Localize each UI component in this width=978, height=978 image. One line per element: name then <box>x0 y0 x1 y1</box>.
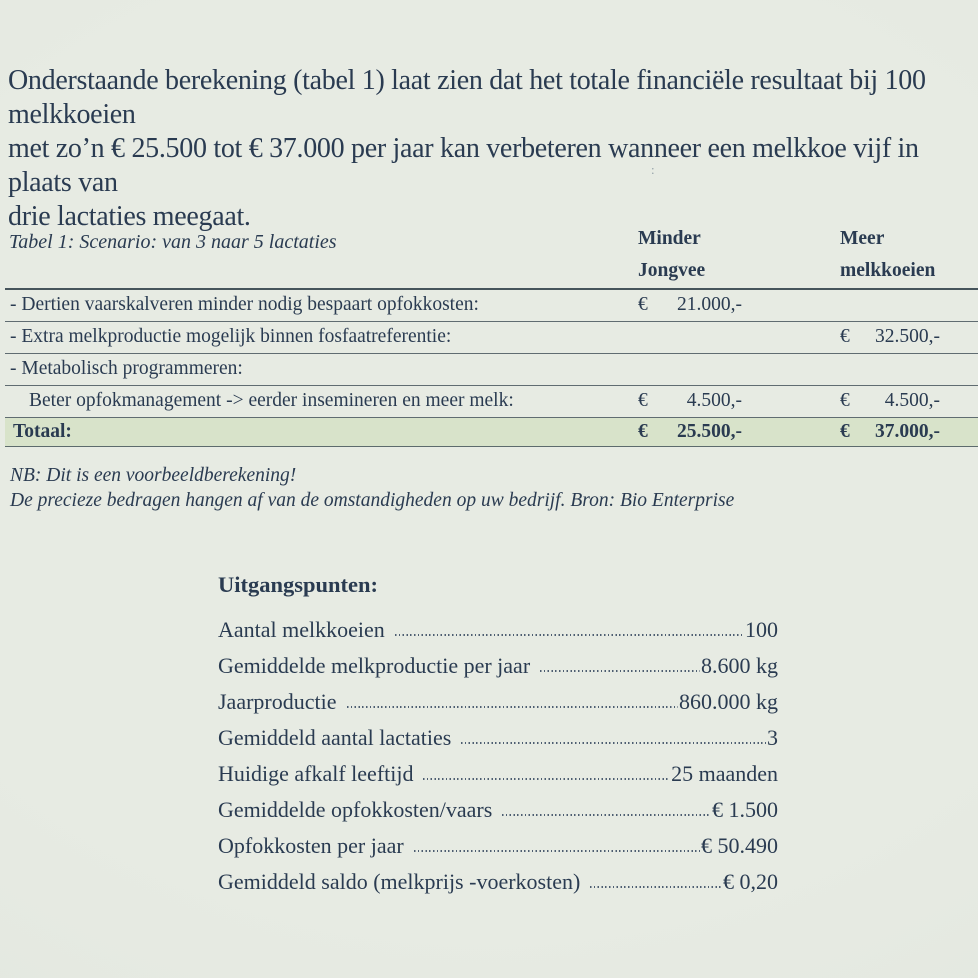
assumption-row <box>218 859 778 895</box>
assumption-row <box>218 607 778 643</box>
euro-sign-minder: € <box>638 421 648 442</box>
table-row <box>5 322 978 354</box>
footnote-line: De precieze bedragen hangen af van de omstandigheden op uw bedrijf. Bron: Bio Enterprise <box>10 490 735 511</box>
row-label: Beter opfokmanagement -> eerder insemineren en meer melk: <box>29 390 514 411</box>
table-row <box>5 354 978 386</box>
assumption-label: Gemiddelde opfokkosten/vaars <box>218 797 493 822</box>
euro-sign-minder: € <box>638 294 648 315</box>
assumption-label: Jaarproductie <box>218 689 337 714</box>
header-jongvee: Jongvee <box>638 260 706 281</box>
amount-minder-jongvee: 4.500,- <box>686 390 742 411</box>
assumption-value: 3 <box>767 725 778 750</box>
dotted-leader <box>461 742 766 744</box>
assumptions-section <box>218 572 778 895</box>
assumption-label: Huidige afkalf leeftijd <box>218 761 414 786</box>
intro-line: Onderstaande berekening (tabel 1) laat zien dat het totale financiële resultaat bij 100 melkkoeien <box>8 65 926 130</box>
euro-sign-meer: € <box>840 421 850 442</box>
header-melkkoeien: melkkoeien <box>840 260 936 281</box>
assumption-value: 100 <box>745 617 778 642</box>
dotted-leader <box>347 706 679 708</box>
scenario-table <box>5 224 978 447</box>
assumption-label: Aantal melkkoeien <box>218 617 385 642</box>
total-label: Totaal: <box>13 421 72 442</box>
table-row <box>5 386 978 418</box>
table-title: Tabel 1: Scenario: van 3 naar 5 lactaties <box>9 231 337 253</box>
assumption-value: 860.000 kg <box>679 689 778 714</box>
dotted-leader <box>423 778 670 780</box>
dotted-leader <box>590 886 722 888</box>
intro-paragraph <box>8 64 976 234</box>
row-label: - Metabolisch programmeren: <box>10 358 243 379</box>
amount-meer-melkkoeien: 32.500,- <box>875 326 940 347</box>
table-header <box>5 224 978 290</box>
dotted-leader <box>540 670 700 672</box>
scan-artifact-mark: : <box>651 162 655 177</box>
assumption-label: Opfokkosten per jaar <box>218 833 404 858</box>
euro-sign-minder: € <box>638 390 648 411</box>
amount-meer-melkkoeien: 4.500,- <box>884 390 940 411</box>
assumption-value: € 1.500 <box>712 797 778 822</box>
table-row <box>5 290 978 322</box>
intro-line: met zo’n € 25.500 tot € 37.000 per jaar kan verbeteren wanneer een melkkoe vijf in plaats van <box>8 133 919 198</box>
assumption-value: 8.600 kg <box>701 653 778 678</box>
assumption-value: € 50.490 <box>701 833 778 858</box>
assumption-row <box>218 823 778 859</box>
assumption-row <box>218 679 778 715</box>
assumption-row <box>218 751 778 787</box>
total-minder-jongvee: 25.500,- <box>677 421 742 442</box>
dotted-leader <box>502 814 711 816</box>
assumption-row <box>218 715 778 751</box>
assumption-row <box>218 787 778 823</box>
assumption-label: Gemiddelde melkproductie per jaar <box>218 653 531 678</box>
dotted-leader <box>395 634 744 636</box>
assumptions-heading: Uitgangspunten: <box>218 572 379 597</box>
euro-sign-meer: € <box>840 326 850 347</box>
dotted-leader <box>414 850 700 852</box>
total-meer-melkkoeien: 37.000,- <box>875 421 940 442</box>
table-total-row <box>5 418 978 447</box>
euro-sign-meer: € <box>840 390 850 411</box>
footnote-line: NB: Dit is een voorbeeldberekening! <box>10 465 297 486</box>
assumption-label: Gemiddeld saldo (melkprijs -voerkosten) <box>218 869 581 894</box>
header-minder: Minder <box>638 228 701 249</box>
row-label: - Extra melkproductie mogelijk binnen fosfaatreferentie: <box>10 326 452 347</box>
header-meer: Meer <box>840 228 885 249</box>
footnotes <box>10 463 734 513</box>
row-label: - Dertien vaarskalveren minder nodig bespaart opfokkosten: <box>10 294 479 315</box>
assumption-label: Gemiddeld aantal lactaties <box>218 725 452 750</box>
amount-minder-jongvee: 21.000,- <box>677 294 742 315</box>
assumption-row <box>218 643 778 679</box>
assumption-value: € 0,20 <box>723 869 778 894</box>
intro-line: drie lactaties meegaat. <box>8 201 251 232</box>
assumption-value: 25 maanden <box>671 761 778 786</box>
